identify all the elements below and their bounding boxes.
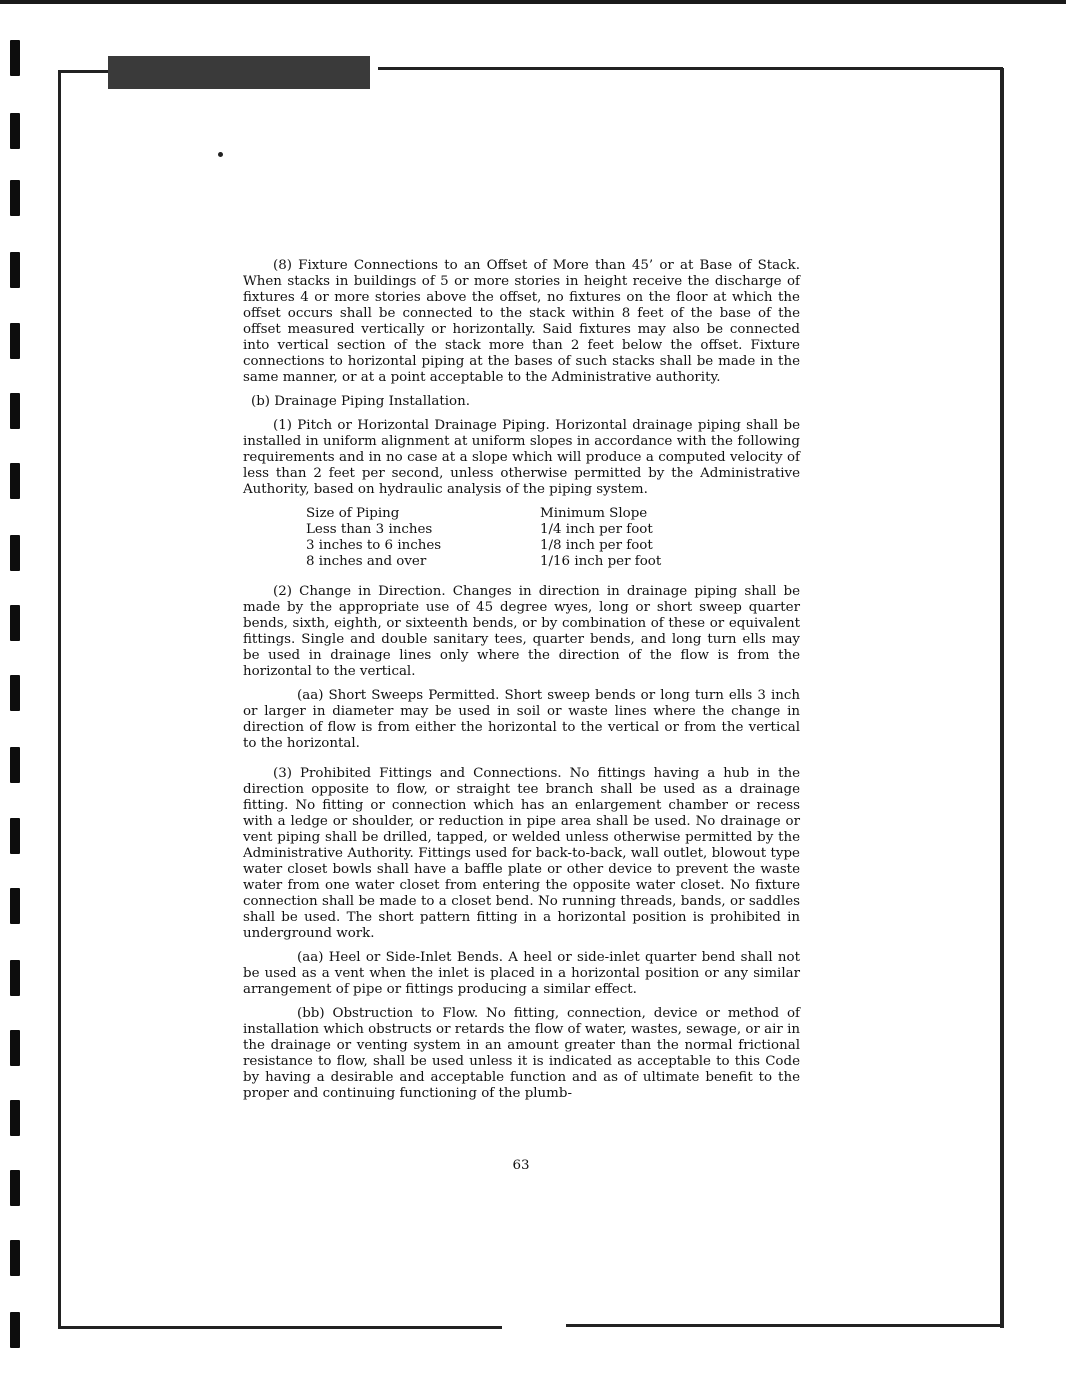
table-cell: 1/16 inch per foot <box>540 554 662 569</box>
slope-table-header-slope: Minimum Slope <box>540 506 648 521</box>
page-frame-bottom-right <box>566 1324 1004 1327</box>
binder-mark <box>10 605 20 641</box>
binder-mark <box>10 888 20 924</box>
table-cell: 8 inches and over <box>306 554 427 569</box>
binder-mark <box>10 747 20 783</box>
binder-mark <box>10 960 20 996</box>
slope-table-header <box>306 506 661 522</box>
page-number: 63 <box>512 1158 530 1173</box>
paragraph-3-prohibited-fittings: (3) Prohibited Fittings and Connections. No fittings having a hub in the direction opposite to flow, or straight tee branch shall be used as a drainage fitting. No fitting or connection which has an enlargement chamber or recess with a ledge or shoulder, or reduction in pipe area shall be used. No drainage or vent piping shall be drilled, tapped, or welded unless otherwise permitted by the Administrative Authority. Fittings used for back-to-back, wall outlet, blowout type water closet bowls shall have a baffle plate or other device to prevent the waste water from one water closet from entering the opposite water closet. No fixture connection shall be made to a closet bend. No running threads, bands, or saddles shall be used. The short pattern fitting in a horizontal position is prohibited in underground work. <box>243 766 800 941</box>
page-frame-bottom-left <box>58 1326 502 1329</box>
paragraph-1-pitch: (1) Pitch or Horizontal Drainage Piping. Horizontal drainage piping shall be installed in uniform alignment at uniform slopes in accordance with the following requirements and in no case at a slope which will produce a computed velocity of less than 2 feet per second, unless otherwise permitted by the Administrative Authority, based on hydraulic analysis of the piping system. <box>243 418 800 497</box>
scan-speck <box>218 152 223 157</box>
binder-mark <box>10 675 20 711</box>
paragraph-3-bb-obstruction: (bb) Obstruction to Flow. No fitting, connection, device or method of installation which obstructs or retards the flow of water, wastes, sewage, or air in the drainage or venting system in an amount greater than the normal frictional resistance to flow, shall be used unless it is indicated as acceptable to this Code by having a desirable and acceptable function and as of ultimate benefit to the proper and continuing functioning of the plumb- <box>243 1006 800 1101</box>
binder-mark <box>10 323 20 359</box>
heading-drainage-piping-installation: (b) Drainage Piping Installation. <box>251 394 470 409</box>
binder-mark <box>10 463 20 499</box>
binder-mark <box>10 1100 20 1136</box>
scan-top-edge <box>0 0 1066 4</box>
paragraph-3-aa-heel-bends: (aa) Heel or Side-Inlet Bends. A heel or side-inlet quarter bend shall not be used as a vent when the inlet is placed in a horizontal position or any similar arrangement of pipe or fittings producing a similar effect. <box>243 950 800 997</box>
page-frame-top-right <box>378 67 1003 70</box>
slope-table <box>306 506 661 570</box>
paragraph-8-fixture-connections: (8) Fixture Connections to an Offset of More than 45’ or at Base of Stack. When stacks in buildings of 5 or more stories in height receive the discharge of fixtures 4 or more stories above the offset, no fixtures on the floor at which the offset occurs shall be connected to the stack within 8 feet of the base of the offset measured vertically or horizontally. Said fixtures may also be connected into vertical section of the stack more than 2 feet below the offset. Fixture connections to horizontal piping at the bases of such stacks shall be made in the same manner, or at a point acceptable to the Administrative authority. <box>243 258 800 385</box>
paragraph-2-aa-short-sweeps: (aa) Short Sweeps Permitted. Short sweep bends or long turn ells 3 inch or larger in diameter may be used in soil or waste lines where the change in direction of flow is from either the horizontal to the vertical or from the vertical to the horizontal. <box>243 688 800 751</box>
binder-hole-marks <box>10 0 22 1380</box>
table-cell: 1/4 inch per foot <box>540 522 653 537</box>
binder-mark <box>10 1240 20 1276</box>
table-row <box>306 538 661 554</box>
table-cell: 1/8 inch per foot <box>540 538 653 553</box>
paragraph-2-change-in-direction: (2) Change in Direction. Changes in direction in drainage piping shall be made by the appropriate use of 45 degree wyes, long or short sweep quarter bends, sixth, eighth, or sixteenth bends, or by combination of these or equivalent fittings. Single and double sanitary tees, quarter bends, and long turn ells may be used in drainage lines only where the direction of the flow is from the horizontal to the vertical. <box>243 584 800 679</box>
binder-mark <box>10 113 20 149</box>
page-frame-right <box>1000 68 1004 1328</box>
binder-mark <box>10 1030 20 1066</box>
binder-mark <box>10 1312 20 1348</box>
header-redaction-bar <box>108 56 370 89</box>
slope-table-header-size: Size of Piping <box>306 506 400 521</box>
table-row <box>306 522 661 538</box>
table-row <box>306 554 661 570</box>
binder-mark <box>10 535 20 571</box>
binder-mark <box>10 40 20 76</box>
binder-mark <box>10 818 20 854</box>
binder-mark <box>10 252 20 288</box>
table-cell: Less than 3 inches <box>306 522 433 537</box>
binder-mark <box>10 1170 20 1206</box>
page-frame-top-left <box>58 70 108 73</box>
page-frame-left <box>58 70 61 1328</box>
binder-mark <box>10 180 20 216</box>
page-body <box>243 258 800 1102</box>
table-cell: 3 inches to 6 inches <box>306 538 442 553</box>
binder-mark <box>10 393 20 429</box>
